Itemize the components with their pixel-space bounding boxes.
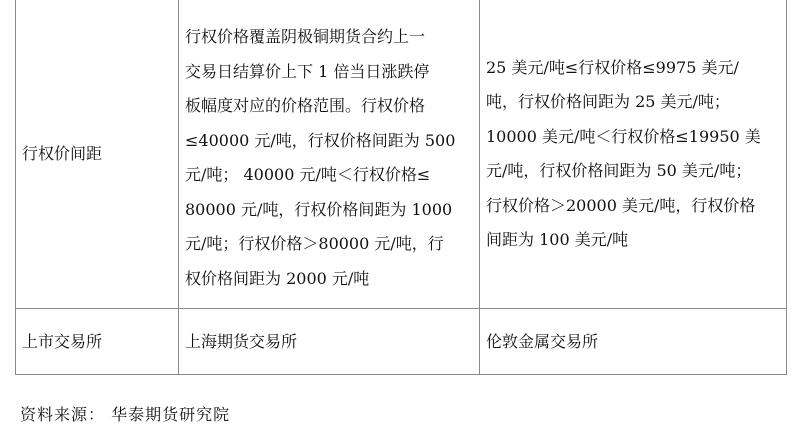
table-row bbox=[16, 0, 787, 309]
row-label-text: 上市交易所 bbox=[22, 331, 103, 351]
shfe-cell-text: 上海期货交易所 bbox=[185, 331, 298, 351]
lme-cell bbox=[480, 309, 787, 375]
table-row bbox=[16, 309, 787, 375]
shfe-cell bbox=[179, 0, 480, 309]
comparison-table bbox=[15, 0, 787, 375]
lme-cell bbox=[480, 0, 787, 309]
lme-cell-text: 25 美元/吨≤行权价格≤9975 美元/ 吨，行权价格间距为 25 美元/吨； 10000 美元/吨＜行权价格≤19950 美 元/吨，行权价格间距为 50 美元/吨； 行权价格＞20000 美元/吨，行权价格 间距为 100 美元/吨 bbox=[486, 57, 761, 249]
row-label bbox=[16, 309, 179, 375]
row-label-text: 行权价间距 bbox=[22, 143, 103, 163]
shfe-cell bbox=[179, 309, 480, 375]
shfe-cell-text: 行权价格覆盖阴极铜期货合约上一 交易日结算价上下 1 倍当日涨跌停 板幅度对应的价格范围。行权价格 ≤40000 元/吨，行权价格间距为 500 元/吨； 40000 元/吨＜行权价格≤ 80000 元/吨，行权价格间距为 1000 元/吨；行权价格＞80000 元/吨，行 权价格间距为 2000 元/吨 bbox=[185, 27, 456, 288]
row-label bbox=[16, 0, 179, 309]
source-note: 资料来源： 华泰期货研究院 bbox=[20, 405, 231, 424]
lme-cell-text: 伦敦金属交易所 bbox=[486, 331, 599, 351]
